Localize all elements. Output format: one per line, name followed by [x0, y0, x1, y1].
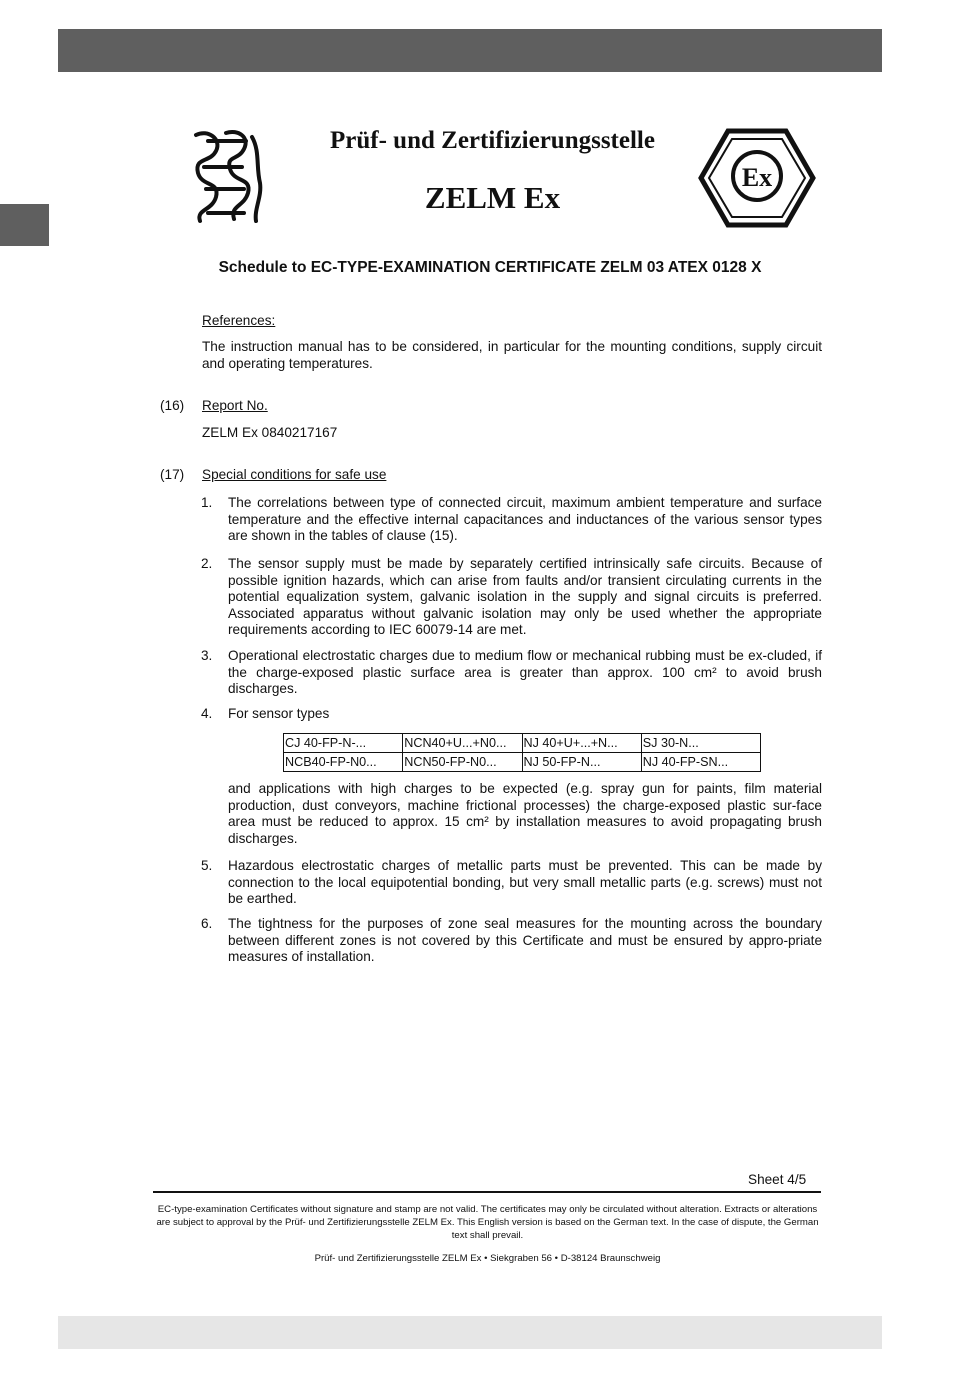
special-conditions-heading: Special conditions for safe use: [202, 467, 387, 482]
bottom-bar: [58, 1316, 882, 1349]
ex-hexagon-icon: [698, 128, 816, 228]
table-row: [284, 734, 761, 753]
document-title: Schedule to EC-TYPE-EXAMINATION CERTIFICATE ZELM 03 ATEX 0128 X: [218, 259, 762, 276]
footer-address: Prüf- und Zertifizierungsstelle ZELM Ex • Siekgraben 56 • D-38124 Braunschweig: [314, 1253, 661, 1264]
list-item-number: 5.: [201, 858, 213, 873]
org-name: Prüf- und Zertifizierungsstelle: [330, 127, 655, 154]
references-text: The instruction manual has to be considered, in particular for the mounting conditions, supply circuit and operating temperatures.: [202, 339, 822, 371]
table-cell: NJ 50-FP-N...: [522, 753, 641, 772]
list-item-number: 4.: [201, 706, 213, 721]
list-item-number: 2.: [201, 556, 213, 571]
ex-symbol: Ex: [741, 163, 773, 192]
list-item-number: 1.: [201, 495, 213, 510]
list-item-text: Operational electrostatic charges due to medium flow or mechanical rubbing must be ex-cluded, if the charge-exposed plastic surface area is greater than approx. 100 cm² to avoid brush discharges.: [228, 648, 822, 697]
list-item-text: The tightness for the purposes of zone seal measures for the mounting across the boundary between different zones is not covered by this Certificate and must be ensured by appro-priate measures of installation.: [228, 916, 822, 965]
table-cell: NJ 40+U+...+N...: [522, 734, 641, 753]
list-item-text: The sensor supply must be made by separately certified intrinsically safe circuits. Because of possible ignition hazards, which can arise from faults and/or transient circulating currents in the potential equalization system, galvanic isolation in the supply and signal circuits is preferred. Associated apparatus without galvanic isolation may only be used whether the appropriate requirements according to IEC 60079-14 are met.: [228, 556, 822, 638]
footer-divider: [153, 1191, 821, 1193]
table-cell: NJ 40-FP-SN...: [641, 753, 760, 772]
list-item-number: 6.: [201, 916, 213, 931]
footer-note: EC-type-examination Certificates without signature and stamp are not valid. The certificates may only be circulated without alteration. Extracts or alterations are subject to approval by the Prüf- und Zertifizierungsstelle ZELM Ex. This English version is based on the German text. In the case of dispute, the German text shall prevail.: [156, 1204, 819, 1241]
org-short-name: ZELM Ex: [424, 180, 561, 215]
item4-continuation: and applications with high charges to be expected (e.g. spray gun for paints, film material production, dust conveyors, machine frictional processes) the charge-exposed plastic sur-face area must be reduced to approx. 15 cm² by installation measures to avoid propagating brush discharges.: [228, 781, 822, 846]
sheet-number: Sheet 4/5: [748, 1172, 807, 1187]
list-item-text: Hazardous electrostatic charges of metallic parts must be prevented. This can be made by connection to the local equipotential bonding, but very small metallic parts (e.g. screws) must not be earthed.: [228, 858, 822, 907]
table-cell: CJ 40-FP-N-...: [284, 734, 403, 753]
table-row: [284, 753, 761, 772]
sensor-types-table: [283, 733, 761, 772]
clause-number-17: (17): [160, 467, 185, 482]
top-bar: [58, 29, 882, 72]
coat-of-arms-icon: [186, 127, 264, 225]
list-item-number: 3.: [201, 648, 213, 663]
list-item-text: The correlations between type of connected circuit, maximum ambient temperature and surface temperature and the effective internal capacitances and inductances of the various sensor types are shown in the tables of clause (15).: [228, 495, 822, 544]
table-cell: NCB40-FP-N0...: [284, 753, 403, 772]
report-heading: Report No.: [202, 398, 268, 413]
references-heading: References:: [202, 313, 276, 328]
table-cell: SJ 30-N...: [641, 734, 760, 753]
report-value: ZELM Ex 0840217167: [202, 425, 338, 440]
side-tab: [0, 204, 49, 246]
clause-number-16: (16): [160, 398, 185, 413]
list-item-text: For sensor types: [228, 706, 330, 721]
table-cell: NCN40+U...+N0...: [403, 734, 522, 753]
table-cell: NCN50-FP-N0...: [403, 753, 522, 772]
